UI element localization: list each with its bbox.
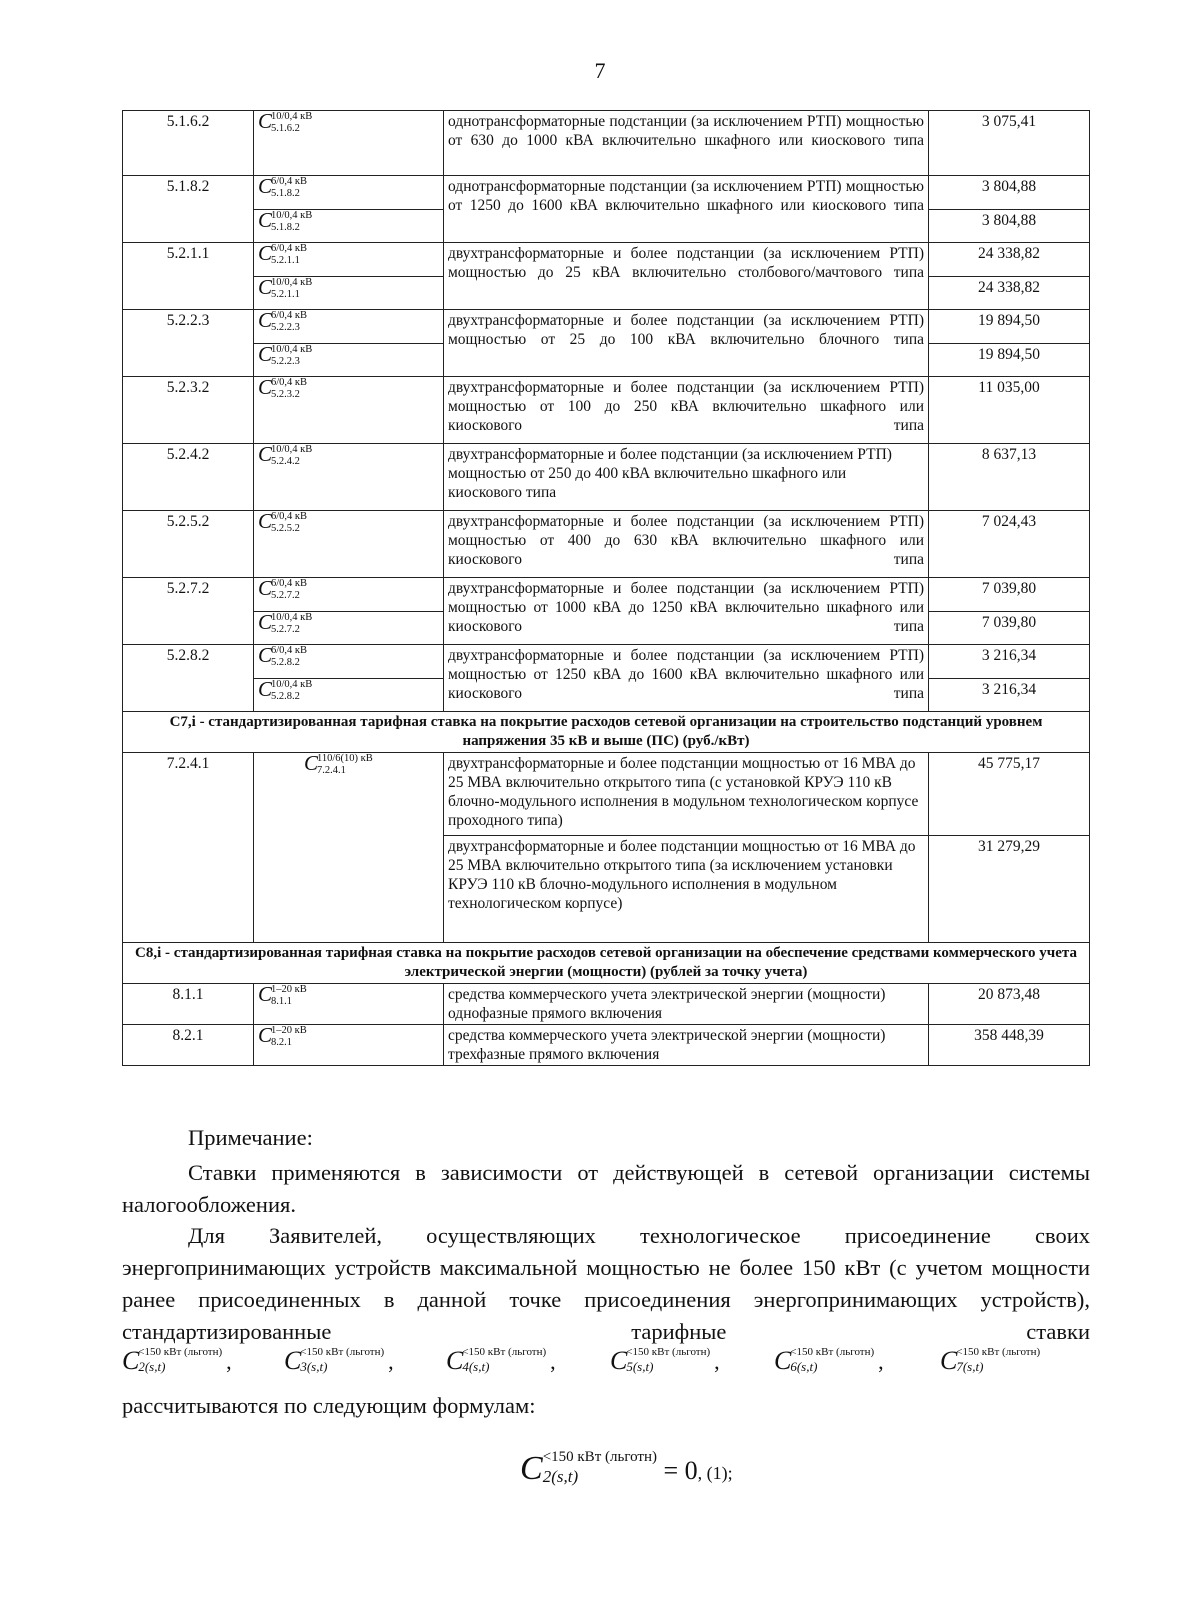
rate-symbol: C 6/0,4 кВ 5.1.8.2 bbox=[254, 176, 444, 210]
rate-symbol: C 10/0,4 кВ 5.1.6.2 bbox=[254, 111, 444, 176]
formula-subscript: 2(s,t) bbox=[542, 1467, 579, 1486]
item-description: двухтрансформаторные и более подстанции мощностью от 16 МВА до 25 МВА включительно открытого типа (с установкой КРУЭ 110 кВ блочно-модульного исполнения в модульном технологическом корпусе проходного типа) bbox=[444, 753, 929, 836]
item-description: двухтрансформаторные и более подстанции (за исключением РТП) мощностью от 1250 кВА до 1600 кВА включительно шкафного или киоскового типа bbox=[444, 645, 929, 712]
note-paragraph: Ставки применяются в зависимости от действующей в сетевой организации системы налогообложения. bbox=[122, 1160, 1090, 1217]
item-description: двухтрансформаторные и более подстанции (за исключением РТП) мощностью от 1000 кВА до 1250 кВА включительно шкафного или киоскового типа bbox=[444, 578, 929, 645]
table-row bbox=[123, 645, 1090, 679]
item-description: двухтрансформаторные и более подстанции (за исключением РТП) мощностью от 25 до 100 кВА включительно блочного типа bbox=[444, 310, 929, 377]
table-row bbox=[123, 176, 1090, 210]
item-description: средства коммерческого учета электрической энергии (мощности) трехфазные прямого включения bbox=[444, 1025, 929, 1066]
item-code: 8.1.1 bbox=[123, 984, 254, 1025]
item-value: 7 039,80 bbox=[929, 611, 1090, 645]
rate-symbol: C 1–20 кВ 8.2.1 bbox=[254, 1025, 444, 1066]
rate-symbol: C 6/0,4 кВ 5.2.5.2 bbox=[254, 511, 444, 578]
item-value: 8 637,13 bbox=[929, 444, 1090, 511]
rate-symbol: C 6/0,4 кВ 5.2.1.1 bbox=[254, 243, 444, 277]
rate-symbol: C 6/0,4 кВ 5.2.3.2 bbox=[254, 377, 444, 444]
rate-symbol: C 1–20 кВ 8.1.1 bbox=[254, 984, 444, 1025]
item-value: 31 279,29 bbox=[929, 836, 1090, 943]
item-code: 5.1.6.2 bbox=[123, 111, 254, 176]
rate-symbol: C 10/0,4 кВ 5.2.4.2 bbox=[254, 444, 444, 511]
item-code: 5.2.3.2 bbox=[123, 377, 254, 444]
formula-symbol: C bbox=[520, 1450, 543, 1487]
formula bbox=[520, 1450, 733, 1488]
section-header-row bbox=[123, 943, 1090, 984]
item-value: 24 338,82 bbox=[929, 276, 1090, 310]
formula-rhs: = 0 bbox=[663, 1456, 698, 1485]
tariff-table bbox=[122, 110, 1090, 1066]
table-row bbox=[123, 377, 1090, 444]
item-description: средства коммерческого учета электрической энергии (мощности) однофазные прямого включения bbox=[444, 984, 929, 1025]
item-code: 7.2.4.1 bbox=[123, 753, 254, 943]
note-paragraph: Для Заявителей, осуществляющих технологическое присоединение своих энергопринимающих устройств максимальной мощностью не более 150 кВт (с учетом мощности ранее присоединенных в данной точке присоединения энергопринимающих устройств), стандартизированные тарифные ставки bbox=[122, 1223, 1090, 1344]
table-row bbox=[123, 753, 1090, 836]
rate-symbol-item: C<150 кВт (льготн) 7(s,t) bbox=[940, 1346, 1041, 1375]
item-code: 5.2.4.2 bbox=[123, 444, 254, 511]
item-value: 7 039,80 bbox=[929, 578, 1090, 612]
page-number: 7 bbox=[594, 58, 606, 83]
rate-symbol: C 10/0,4 кВ 5.2.7.2 bbox=[254, 611, 444, 645]
table-row bbox=[123, 1025, 1090, 1066]
table-row bbox=[123, 243, 1090, 277]
item-value: 19 894,50 bbox=[929, 343, 1090, 377]
item-code: 5.2.8.2 bbox=[123, 645, 254, 712]
section-header-row bbox=[123, 712, 1090, 753]
rate-symbol-item: C<150 кВт (льготн) 4(s,t) , bbox=[446, 1346, 556, 1375]
item-code: 5.1.8.2 bbox=[123, 176, 254, 243]
item-code: 5.2.1.1 bbox=[123, 243, 254, 310]
item-value: 7 024,43 bbox=[929, 511, 1090, 578]
item-description: двухтрансформаторные и более подстанции (за исключением РТП) мощностью от 250 до 400 кВА включительно шкафного или киоскового типа bbox=[444, 444, 929, 511]
note-title: Примечание: bbox=[188, 1125, 313, 1150]
item-description: двухтрансформаторные и более подстанции (за исключением РТП) мощностью от 400 до 630 кВА включительно шкафного или киоскового типа bbox=[444, 511, 929, 578]
item-value: 3 804,88 bbox=[929, 209, 1090, 243]
item-value: 45 775,17 bbox=[929, 753, 1090, 836]
item-code: 5.2.7.2 bbox=[123, 578, 254, 645]
table-row bbox=[123, 111, 1090, 176]
formula-superscript: <150 кВт (льготн) bbox=[542, 1449, 657, 1465]
item-description: двухтрансформаторные и более подстанции (за исключением РТП) мощностью до 25 кВА включительно столбового/мачтового типа bbox=[444, 243, 929, 310]
formula-number: , (1); bbox=[697, 1463, 733, 1483]
item-value: 358 448,39 bbox=[929, 1025, 1090, 1066]
rate-symbol-item: C<150 кВт (льготн) 5(s,t) , bbox=[610, 1346, 720, 1375]
rate-symbol: C 10/0,4 кВ 5.2.1.1 bbox=[254, 276, 444, 310]
item-code: 5.2.2.3 bbox=[123, 310, 254, 377]
item-value: 3 804,88 bbox=[929, 176, 1090, 210]
item-value: 19 894,50 bbox=[929, 310, 1090, 344]
rate-symbol: C 10/0,4 кВ 5.2.2.3 bbox=[254, 343, 444, 377]
rate-symbol: C 10/0,4 кВ 5.1.8.2 bbox=[254, 209, 444, 243]
rate-symbol: C 6/0,4 кВ 5.2.7.2 bbox=[254, 578, 444, 612]
table-row bbox=[123, 310, 1090, 344]
table-row bbox=[123, 578, 1090, 612]
rate-symbol: C 6/0,4 кВ 5.2.2.3 bbox=[254, 310, 444, 344]
table-row bbox=[123, 444, 1090, 511]
item-code: 5.2.5.2 bbox=[123, 511, 254, 578]
item-value: 24 338,82 bbox=[929, 243, 1090, 277]
note-paragraph: рассчитываются по следующим формулам: bbox=[122, 1393, 536, 1418]
item-description: однотрансформаторные подстанции (за исключением РТП) мощностью от 1250 до 1600 кВА включительно шкафного или киоскового типа bbox=[444, 176, 929, 243]
rate-symbol: C 10/0,4 кВ 5.2.8.2 bbox=[254, 678, 444, 712]
rate-symbol: C 110/6(10) кВ 7.2.4.1 bbox=[254, 753, 444, 943]
rate-symbol-item: C<150 кВт (льготн) 2(s,t) , bbox=[122, 1346, 232, 1375]
item-code: 8.2.1 bbox=[123, 1025, 254, 1066]
item-value: 3 216,34 bbox=[929, 678, 1090, 712]
rate-symbol-item: C<150 кВт (льготн) 6(s,t) , bbox=[774, 1346, 884, 1375]
table-row bbox=[123, 511, 1090, 578]
section-7-header: С7,i - стандартизированная тарифная ставка на покрытие расходов сетевой организации на строительство подстанций уровнем напряжения 35 кВ и выше (ПС) (руб./кВт) bbox=[123, 712, 1090, 753]
table-row bbox=[123, 984, 1090, 1025]
item-description: двухтрансформаторные и более подстанции мощностью от 16 МВА до 25 МВА включительно открытого типа (за исключением установки КРУЭ 110 кВ блочно-модульного исполнения в модульном технологическом корпусе) bbox=[444, 836, 929, 943]
item-value: 3 075,41 bbox=[929, 111, 1090, 176]
rate-symbol-item: C<150 кВт (льготн) 3(s,t) , bbox=[284, 1346, 394, 1375]
item-value: 20 873,48 bbox=[929, 984, 1090, 1025]
rate-symbol: C 6/0,4 кВ 5.2.8.2 bbox=[254, 645, 444, 679]
section-8-header: С8,i - стандартизированная тарифная ставка на покрытие расходов сетевой организации на обеспечение средствами коммерческого учета электрической энергии (мощности) (рублей за точку учета) bbox=[123, 943, 1090, 984]
item-value: 3 216,34 bbox=[929, 645, 1090, 679]
item-description: однотрансформаторные подстанции (за исключением РТП) мощностью от 630 до 1000 кВА включительно шкафного или киоскового типа bbox=[444, 111, 929, 176]
item-description: двухтрансформаторные и более подстанции (за исключением РТП) мощностью от 100 до 250 кВА включительно шкафного или киоскового типа bbox=[444, 377, 929, 444]
item-value: 11 035,00 bbox=[929, 377, 1090, 444]
